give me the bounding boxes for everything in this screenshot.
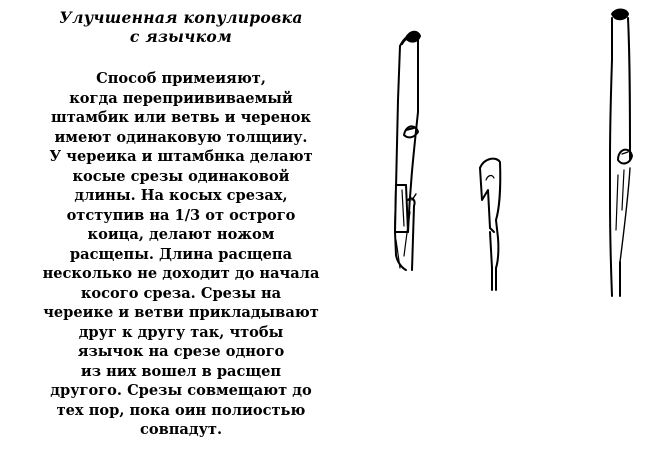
body-text — [0, 69, 362, 440]
body-line: штамбик или ветвь и черенок — [51, 109, 311, 126]
body-line: косые срезы одинаковой — [72, 167, 290, 185]
body-line: совпадут. — [139, 421, 223, 438]
grafting-drawing — [380, 0, 660, 463]
title-line: с язычком — [129, 27, 233, 46]
cut-piece-middle — [480, 159, 500, 290]
body-line: другого. Срезы совмещают до — [50, 382, 312, 399]
body-line: длины. На косых срезах, — [74, 187, 288, 204]
title-line: Улучшенная копулировка — [59, 8, 303, 27]
title — [0, 8, 362, 46]
body-line: тех пор, пока оин полиостью — [56, 401, 306, 419]
body-line: когда переприививаемый — [69, 89, 293, 107]
right-top-bud — [612, 10, 628, 20]
body-line: коица, делают ножом — [87, 226, 275, 243]
body-line: отступив на 1/3 от острого — [66, 206, 296, 224]
body-line: язычок на срезе одного — [77, 343, 285, 360]
text-column — [0, 8, 362, 440]
body-line: из них вошел в расщеп — [80, 362, 282, 380]
body-line: У череика и штамбнка делают — [49, 148, 313, 165]
body-line: косого среза. Срезы на — [80, 284, 282, 302]
body-line: имеют одинаковую толщииу. — [54, 128, 308, 146]
grafting-illustration — [380, 0, 660, 463]
body-line: череике и ветви прикладывают — [43, 304, 319, 321]
body-line: друг к другу так, чтобы — [78, 323, 284, 341]
body-line: несколько не доходит до начала — [42, 265, 320, 282]
body-line: Способ примеияют, — [96, 70, 266, 87]
joined-graft-left — [395, 32, 420, 270]
rootstock-right — [610, 10, 632, 297]
body-line: расщепы. Длина расщепа — [69, 245, 293, 263]
